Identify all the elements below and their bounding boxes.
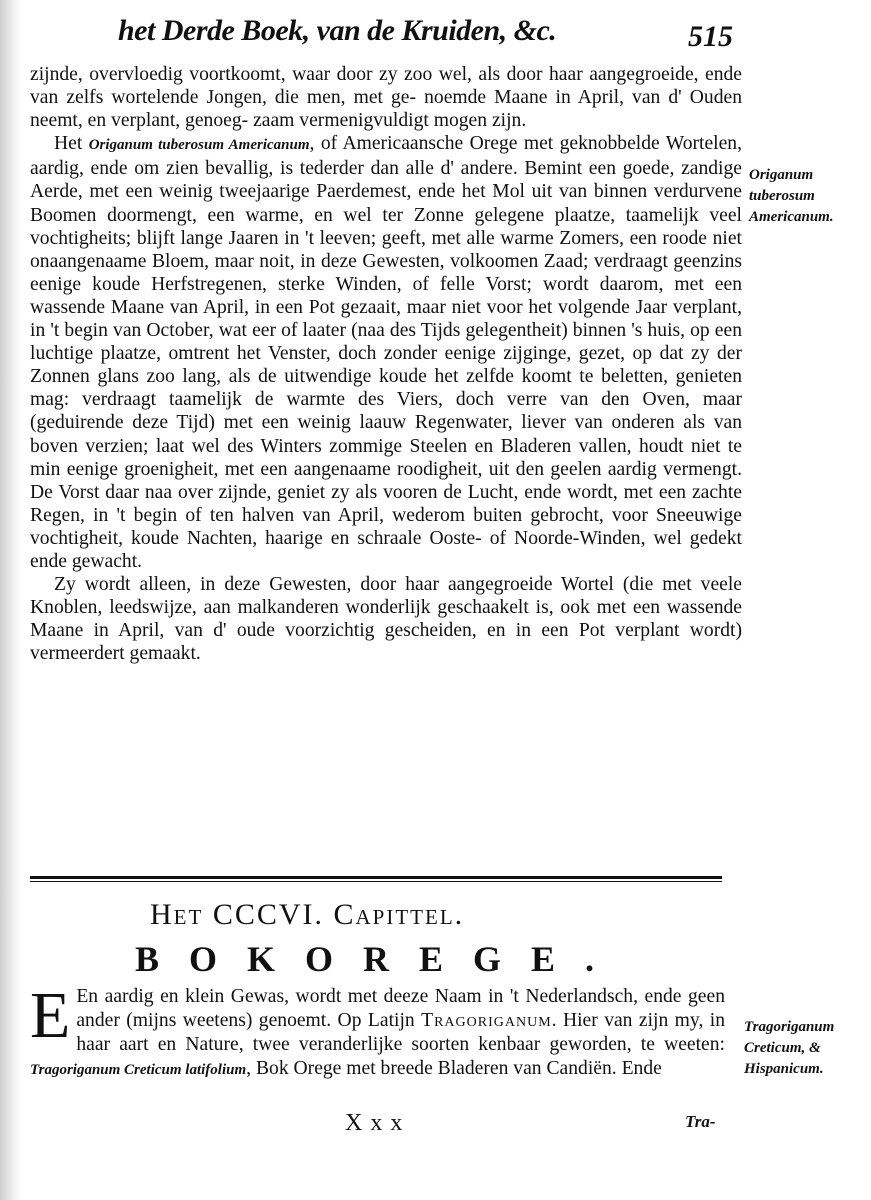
chapter-text-c: , Bok Orege met breede Bladeren van Candiën. Ende [246, 1058, 662, 1079]
chapter-text-a: En aardig en klein Gewas, wordt met deeze Naam in 't Nederlandsch, ende geen ander (mijns weetens) genoemt. Op Latijn [76, 986, 725, 1031]
body-line: noemde Maane in April, van d' Ouden neemt, en verplant, genoeg- [30, 87, 743, 132]
chapter-title: Het CCCVI. Capittel. [150, 898, 465, 931]
chapter-text [30, 979, 725, 1082]
signature-mark: Xxx [345, 1110, 411, 1136]
body-line: zijnde, overvloedig voortkoomt, waar door zy zoo wel, als door haar [30, 64, 583, 85]
binding-shadow [0, 0, 22, 1200]
paragraph-start: Het [54, 133, 83, 155]
latin-species: Tragoriganum Creticum latifolium [30, 1062, 247, 1078]
running-head: het Derde Boek, van de Kruiden, &c. [118, 14, 557, 47]
margin-note-origanum: Origanum tuberosum Americanum. [749, 167, 834, 225]
paragraph-origanum [30, 132, 742, 573]
page-number: 515 [688, 20, 733, 53]
drop-cap: E [30, 979, 71, 1052]
paragraph-propagation: Zy wordt alleen, in deze Gewesten, door haar aangegroeide Wortel (die met veele Knoblen, leedswijze, aan malkanderen wonderlijk geschaakelt is, ook met een wassende Maane in April, van d' oude voorzichtig gescheiden, en in een Pot verplant wordt) vermeerdert gemaakt. [30, 574, 742, 665]
body-line: aangegroeide, ende van zelfs wortelende Jongen, die men, met ge- [30, 64, 742, 109]
plant-name-heading: BOKOREGE. [135, 939, 625, 979]
section-rule [30, 876, 722, 882]
body-line: zaam vermenigvuldigt mogen zijn. [253, 110, 527, 132]
chapter-paragraph [30, 979, 725, 1082]
chapter-text-b: . Hier van zijn my, in haar aart en Nature, twee veranderlijke soorten kenbaar geworden, te weeten: [76, 1010, 725, 1055]
latin-name: Origanum tuberosum Americanum [88, 137, 310, 154]
paragraph-text: , of Americaansche Orege met geknobbelde Wortelen, aardig, ende om zien bevallig, is tederder dan alle d' andere. Bemint een goede, zandige Aerde, met een weinig tweejaarige Paerdemest, ende het Mol uit van binnen verdurvene Boomen doormengt, een warme, en wel ter Zonne gelegene plaatze, taamelijk veel vochtigheits; blijft lange Jaaren in 't leeven; geeft, met alle warme Zomers, een roode niet onaangenaame Bloem, maar noit, in deze Gewesten, volkoomen Zaad; verdraagt geenzins eenige koude Herfstregenen, sterke Winden, of felle Vorst; wordt daarom, met een wassende Maane van April, in een Pot gezaait, maar niet voor het volgende Jaar verplant, in 't begin van October, wat eer of laater (naa des Tijds gelegentheit) binnen 's huis, op een luchtige plaatze, omtrent het Venster, doch zonder eenige zijginge, gezet, op dat zy der Zonnen glans zoo lang, als de uitwendige koude het zelfde koomt te beletten, genieten mag: verdraagt taamelijk de warmte des Viers, doch verre van den Oven, maar (geduirende deze Tijd) met een weinig laauw Regenwater, liever van onderen als van boven verzien; laat wel des Winters zommige Steelen en Bladeren vallen, houdt niet te min eenige groenigheit, met een aangenaame roodigheit, uit den geelen aardig vermengt. De Vorst daar naa over zijnde, geniet zy als vooren de Lucht, ende wordt, met een zachte Regen, in 't begin of ten halven van April, wederom buiten gebrocht, voor Sneeuwige vochtigheit, koude Nachten, haarige en schraale Ooste- of Noorde-Winden, wel gedekt ende gewacht. [30, 133, 743, 572]
catchword: Tra- [685, 1112, 716, 1131]
latin-name-caps: Tragoriganum [421, 1010, 552, 1031]
margin-note-tragoriganum: Tragoriganum Creticum, & Hispanicum. [744, 1019, 835, 1077]
continued-paragraph [30, 63, 742, 132]
body-text [30, 63, 742, 665]
